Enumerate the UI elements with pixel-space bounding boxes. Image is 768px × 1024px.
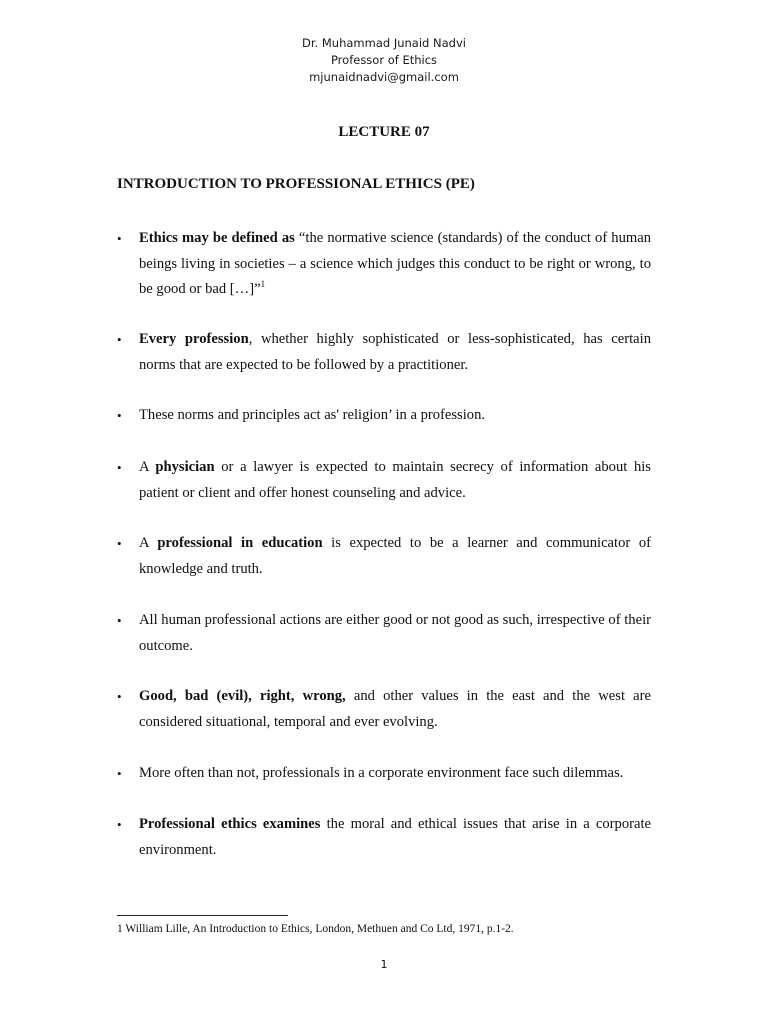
section-title: INTRODUCTION TO PROFESSIONAL ETHICS (PE) <box>117 176 475 192</box>
bullet-text <box>139 608 651 659</box>
bullet-icon: • <box>117 332 122 347</box>
bullet-body-text: and other values in the east and the west are considered situational, temporal and ever evolving. <box>139 688 651 730</box>
bullet-bold-text: physician <box>155 459 215 475</box>
author-header <box>0 35 768 86</box>
bullet-body-text: or a lawyer is expected to maintain secrecy of information about his patient or client and offer honest counseling and advice. <box>139 459 651 501</box>
bullet-text <box>139 226 651 303</box>
bullet-bold-text: Ethics may be defined as <box>139 230 295 246</box>
bullet-bold-text: professional in education <box>157 535 323 551</box>
bullet-body-text: the moral and ethical issues that arise in a corporate environment. <box>139 816 651 858</box>
bullet-icon: • <box>117 408 122 423</box>
bullet-text <box>139 684 651 735</box>
bullet-bold-text: Professional ethics examines <box>139 816 321 832</box>
bullet-icon: • <box>117 817 122 832</box>
bullet-text <box>139 812 651 863</box>
bullet-icon: • <box>117 766 122 781</box>
footnote-divider <box>117 915 288 916</box>
bullet-icon: • <box>117 689 122 704</box>
author-position: Professor of Ethics <box>330 53 438 67</box>
bullet-text <box>139 403 651 429</box>
bullet-icon: • <box>117 613 122 628</box>
lecture-title: LECTURE 07 <box>338 124 430 140</box>
footnote: 1 William Lille, An Introduction to Ethics, London, Methuen and Co Ltd, 1971, p.1-2. <box>117 923 514 935</box>
bullet-body-text: All human professional actions are either good or not good as such, irrespective of their outcome. <box>139 612 651 654</box>
bullet-body-text: is expected to be a learner and communicator of knowledge and truth. <box>139 535 651 577</box>
bullet-text <box>139 531 651 582</box>
bullet-icon: • <box>117 460 122 475</box>
bullet-body-text: More often than not, professionals in a corporate environment face such dilemmas. <box>139 765 624 781</box>
bullet-text <box>139 327 651 378</box>
footnote-reference: 1 <box>260 279 266 290</box>
bullet-icon: • <box>117 231 122 246</box>
bullet-text <box>139 761 651 787</box>
author-name: Dr. Muhammad Junaid Nadvi <box>302 36 466 50</box>
bullet-body-text: These norms and principles act as' religion’ in a profession. <box>139 407 486 423</box>
bullet-icon: • <box>117 536 122 551</box>
author-email: mjunaidnadvi@gmail.com <box>309 70 459 84</box>
bullet-text <box>139 455 651 506</box>
bullet-body-text: , whether highly sophisticated or less-sophisticated, has certain norms that are expected to be followed by a practitioner. <box>139 331 651 373</box>
bullet-prefix-text: A <box>139 459 156 475</box>
bullet-bold-text: Every profession <box>139 331 249 347</box>
bullet-prefix-text: A <box>139 535 158 551</box>
bullet-body-text: “the normative science (standards) of the conduct of human beings living in societies – a science which judges this conduct to be right or wrong, to be good or bad […]” <box>139 230 651 297</box>
bullet-bold-text: Good, bad (evil), right, wrong, <box>139 688 346 704</box>
page-number: 1 <box>380 958 388 971</box>
